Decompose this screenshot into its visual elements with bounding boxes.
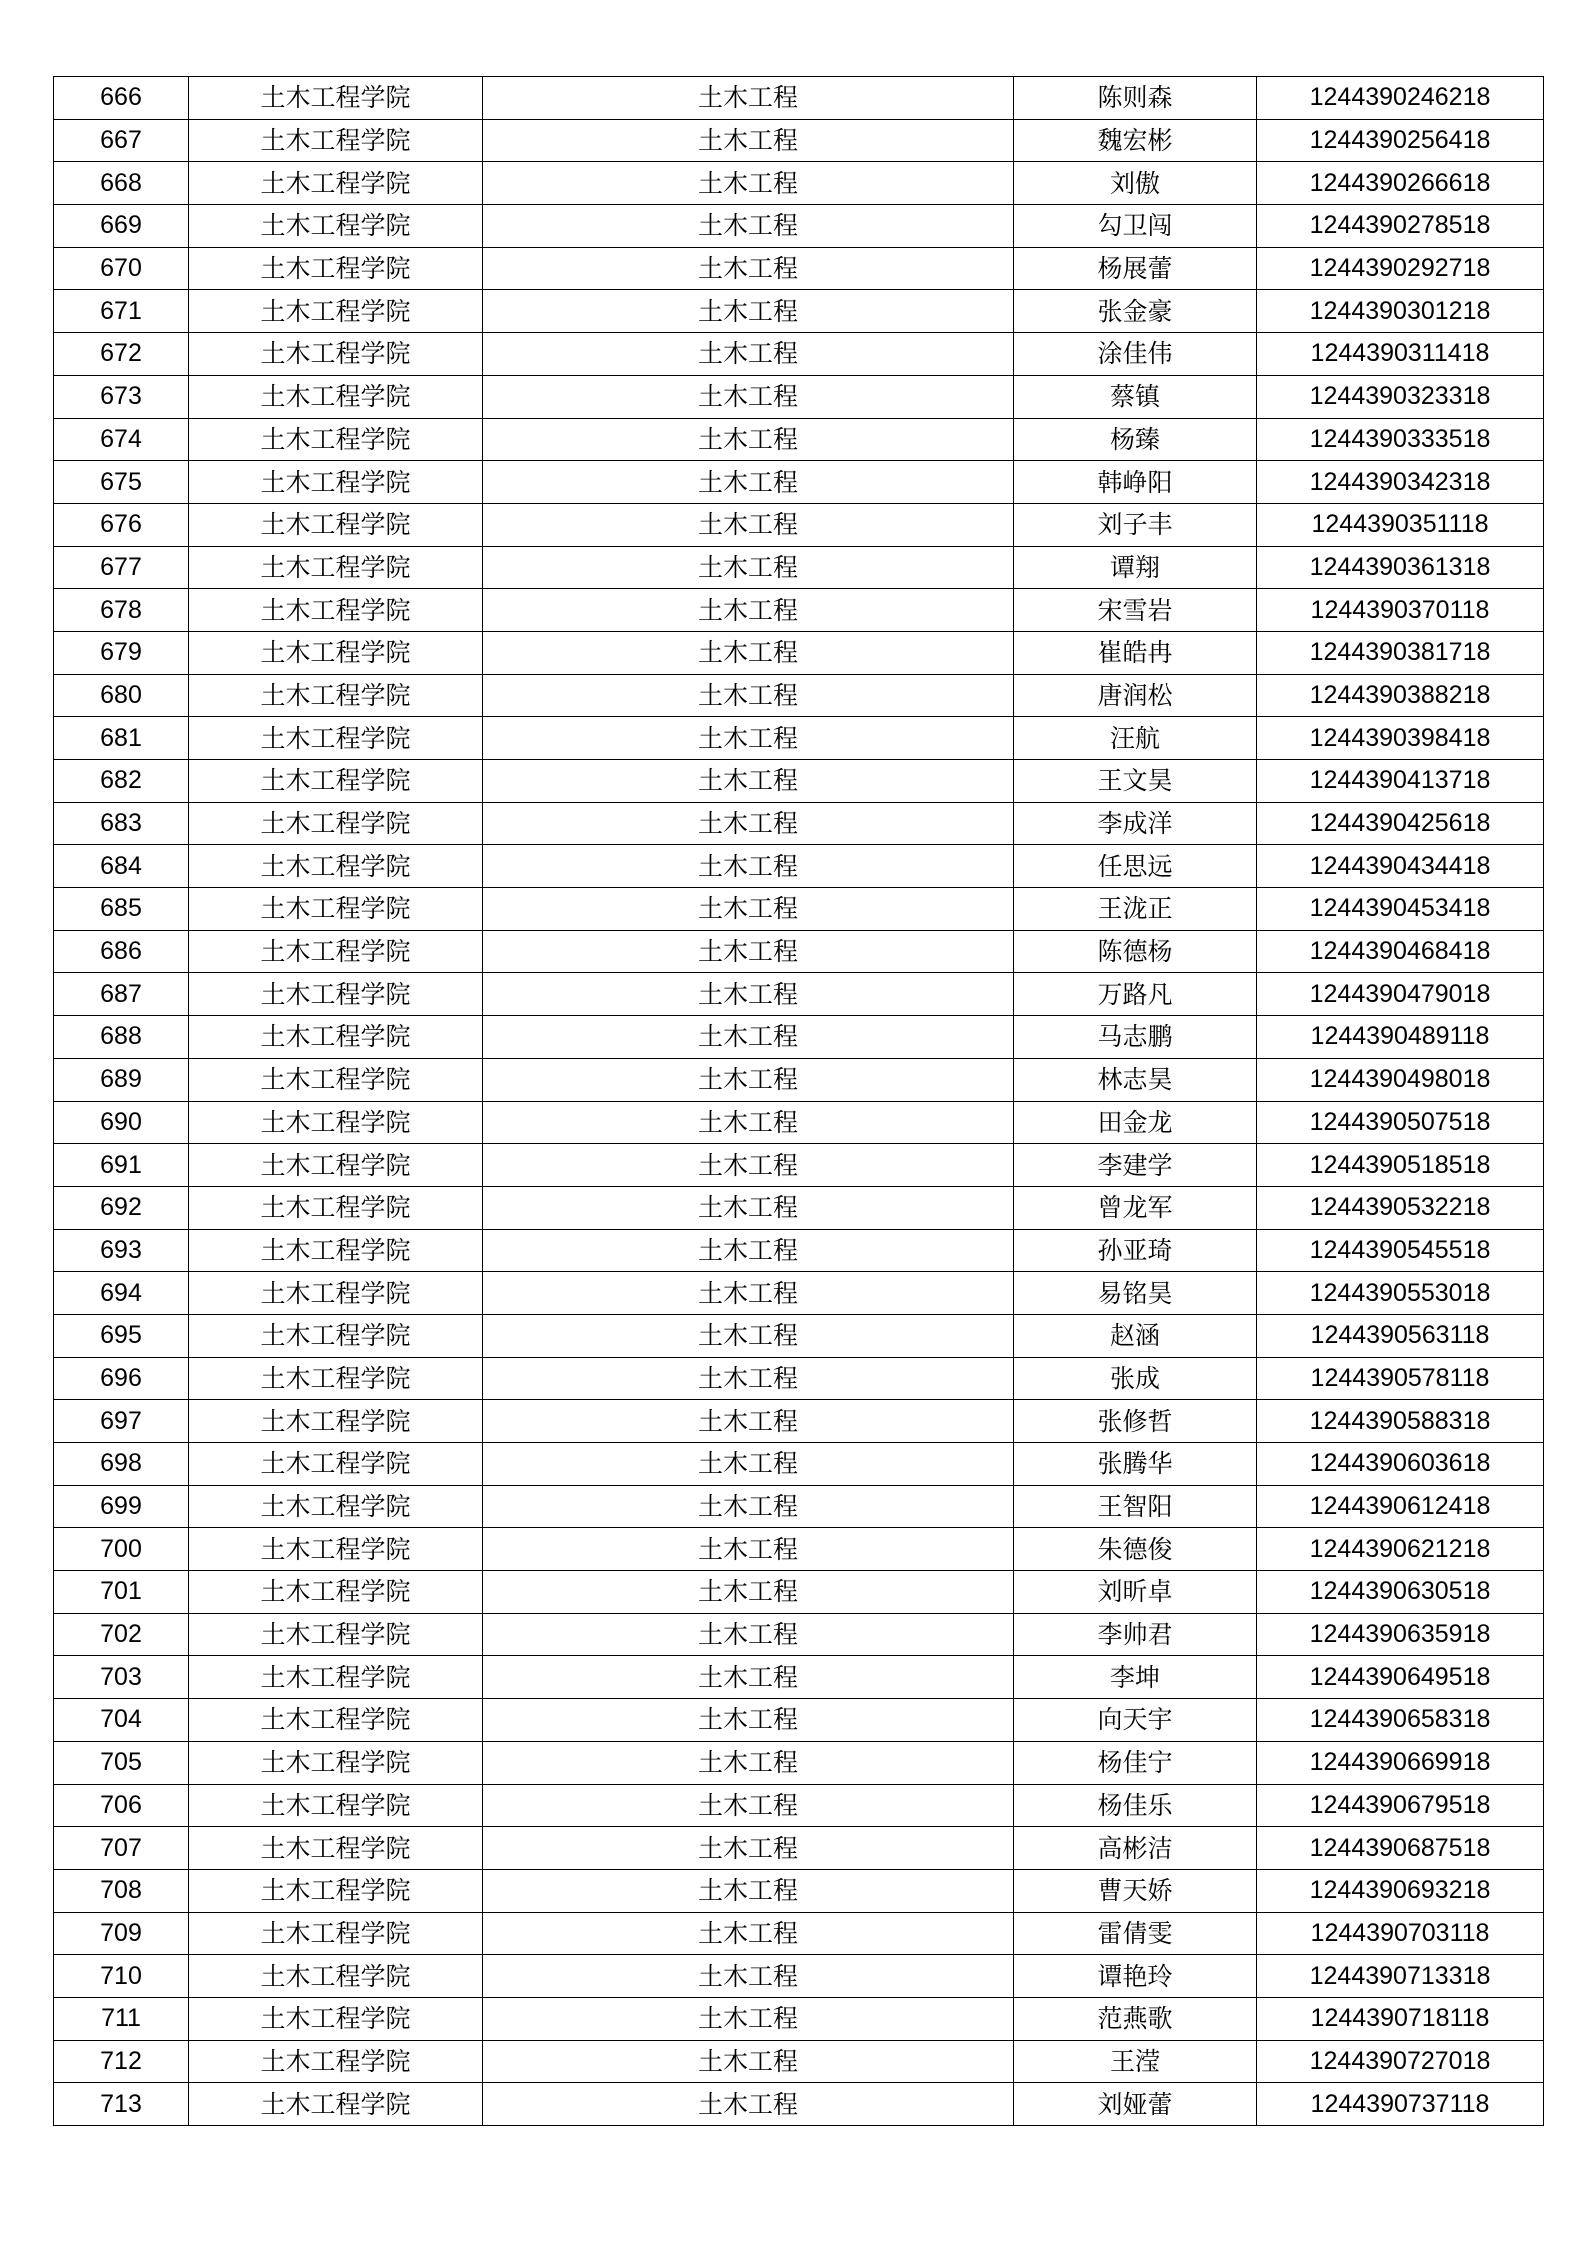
- major-cell: 土木工程: [483, 290, 1014, 333]
- college-cell: 土木工程学院: [189, 1314, 483, 1357]
- exam-number-cell: 1244390563118: [1257, 1314, 1544, 1357]
- major-cell: 土木工程: [483, 375, 1014, 418]
- row-number-cell: 666: [54, 77, 189, 120]
- exam-number-cell: 1244390669918: [1257, 1741, 1544, 1784]
- college-cell: 土木工程学院: [189, 1869, 483, 1912]
- major-cell: 土木工程: [483, 418, 1014, 461]
- exam-number-cell: 1244390532218: [1257, 1186, 1544, 1229]
- row-number-cell: 694: [54, 1272, 189, 1315]
- student-name-cell: 勾卫闯: [1014, 205, 1257, 248]
- student-name-cell: 谭翔: [1014, 546, 1257, 589]
- table-row: [54, 1955, 1544, 1998]
- row-number-cell: 705: [54, 1741, 189, 1784]
- college-cell: 土木工程学院: [189, 119, 483, 162]
- row-number-cell: 707: [54, 1827, 189, 1870]
- college-cell: 土木工程学院: [189, 290, 483, 333]
- student-name-cell: 谭艳玲: [1014, 1955, 1257, 1998]
- college-cell: 土木工程学院: [189, 674, 483, 717]
- exam-number-cell: 1244390679518: [1257, 1784, 1544, 1827]
- student-name-cell: 朱德俊: [1014, 1528, 1257, 1571]
- college-cell: 土木工程学院: [189, 1571, 483, 1614]
- exam-number-cell: 1244390453418: [1257, 888, 1544, 931]
- college-cell: 土木工程学院: [189, 162, 483, 205]
- table-row: [54, 674, 1544, 717]
- student-name-cell: 雷倩雯: [1014, 1912, 1257, 1955]
- student-name-cell: 王滢: [1014, 2040, 1257, 2083]
- student-name-cell: 赵涵: [1014, 1314, 1257, 1357]
- college-cell: 土木工程学院: [189, 1186, 483, 1229]
- student-name-cell: 刘傲: [1014, 162, 1257, 205]
- exam-number-cell: 1244390603618: [1257, 1443, 1544, 1486]
- student-name-cell: 向天宇: [1014, 1699, 1257, 1742]
- major-cell: 土木工程: [483, 1357, 1014, 1400]
- exam-number-cell: 1244390518518: [1257, 1144, 1544, 1187]
- major-cell: 土木工程: [483, 802, 1014, 845]
- table-row: [54, 802, 1544, 845]
- student-name-cell: 杨展蕾: [1014, 247, 1257, 290]
- row-number-cell: 681: [54, 717, 189, 760]
- exam-number-cell: 1244390489118: [1257, 1016, 1544, 1059]
- college-cell: 土木工程学院: [189, 461, 483, 504]
- exam-number-cell: 1244390256418: [1257, 119, 1544, 162]
- major-cell: 土木工程: [483, 1869, 1014, 1912]
- row-number-cell: 668: [54, 162, 189, 205]
- exam-number-cell: 1244390507518: [1257, 1101, 1544, 1144]
- table-row: [54, 1699, 1544, 1742]
- table-row: [54, 888, 1544, 931]
- student-name-cell: 张金豪: [1014, 290, 1257, 333]
- table-row: [54, 546, 1544, 589]
- college-cell: 土木工程学院: [189, 888, 483, 931]
- major-cell: 土木工程: [483, 631, 1014, 674]
- major-cell: 土木工程: [483, 1997, 1014, 2040]
- exam-number-cell: 1244390658318: [1257, 1699, 1544, 1742]
- major-cell: 土木工程: [483, 247, 1014, 290]
- row-number-cell: 704: [54, 1699, 189, 1742]
- row-number-cell: 709: [54, 1912, 189, 1955]
- college-cell: 土木工程学院: [189, 1827, 483, 1870]
- row-number-cell: 667: [54, 119, 189, 162]
- exam-number-cell: 1244390713318: [1257, 1955, 1544, 1998]
- student-name-cell: 杨臻: [1014, 418, 1257, 461]
- student-name-cell: 李坤: [1014, 1656, 1257, 1699]
- college-cell: 土木工程学院: [189, 1699, 483, 1742]
- student-name-cell: 王泷正: [1014, 888, 1257, 931]
- table-row: [54, 418, 1544, 461]
- exam-number-cell: 1244390578118: [1257, 1357, 1544, 1400]
- row-number-cell: 698: [54, 1443, 189, 1486]
- student-name-cell: 崔皓冉: [1014, 631, 1257, 674]
- college-cell: 土木工程学院: [189, 1058, 483, 1101]
- student-name-cell: 唐润松: [1014, 674, 1257, 717]
- row-number-cell: 703: [54, 1656, 189, 1699]
- student-table: [53, 76, 1544, 2126]
- college-cell: 土木工程学院: [189, 77, 483, 120]
- college-cell: 土木工程学院: [189, 1613, 483, 1656]
- row-number-cell: 678: [54, 589, 189, 632]
- table-row: [54, 1485, 1544, 1528]
- student-name-cell: 马志鹏: [1014, 1016, 1257, 1059]
- exam-number-cell: 1244390612418: [1257, 1485, 1544, 1528]
- student-name-cell: 王文昊: [1014, 760, 1257, 803]
- row-number-cell: 673: [54, 375, 189, 418]
- table-row: [54, 1357, 1544, 1400]
- college-cell: 土木工程学院: [189, 930, 483, 973]
- row-number-cell: 669: [54, 205, 189, 248]
- row-number-cell: 671: [54, 290, 189, 333]
- exam-number-cell: 1244390434418: [1257, 845, 1544, 888]
- student-name-cell: 韩峥阳: [1014, 461, 1257, 504]
- college-cell: 土木工程学院: [189, 375, 483, 418]
- major-cell: 土木工程: [483, 589, 1014, 632]
- student-name-cell: 李帅君: [1014, 1613, 1257, 1656]
- major-cell: 土木工程: [483, 1144, 1014, 1187]
- college-cell: 土木工程学院: [189, 1528, 483, 1571]
- major-cell: 土木工程: [483, 674, 1014, 717]
- roster-sheet: [53, 76, 1543, 2126]
- exam-number-cell: 1244390425618: [1257, 802, 1544, 845]
- exam-number-cell: 1244390687518: [1257, 1827, 1544, 1870]
- major-cell: 土木工程: [483, 77, 1014, 120]
- exam-number-cell: 1244390718118: [1257, 1997, 1544, 2040]
- student-name-cell: 任思远: [1014, 845, 1257, 888]
- row-number-cell: 701: [54, 1571, 189, 1614]
- student-name-cell: 汪航: [1014, 717, 1257, 760]
- major-cell: 土木工程: [483, 1955, 1014, 1998]
- table-row: [54, 1869, 1544, 1912]
- student-name-cell: 张腾华: [1014, 1443, 1257, 1486]
- college-cell: 土木工程学院: [189, 1485, 483, 1528]
- student-name-cell: 万路凡: [1014, 973, 1257, 1016]
- college-cell: 土木工程学院: [189, 1955, 483, 1998]
- table-row: [54, 1912, 1544, 1955]
- college-cell: 土木工程学院: [189, 503, 483, 546]
- exam-number-cell: 1244390545518: [1257, 1229, 1544, 1272]
- major-cell: 土木工程: [483, 1016, 1014, 1059]
- major-cell: 土木工程: [483, 1229, 1014, 1272]
- student-name-cell: 曾龙军: [1014, 1186, 1257, 1229]
- student-name-cell: 刘娅蕾: [1014, 2083, 1257, 2126]
- student-name-cell: 曹天娇: [1014, 1869, 1257, 1912]
- row-number-cell: 682: [54, 760, 189, 803]
- student-name-cell: 杨佳宁: [1014, 1741, 1257, 1784]
- major-cell: 土木工程: [483, 119, 1014, 162]
- table-row: [54, 1314, 1544, 1357]
- student-name-cell: 陈则森: [1014, 77, 1257, 120]
- major-cell: 土木工程: [483, 973, 1014, 1016]
- row-number-cell: 680: [54, 674, 189, 717]
- table-row: [54, 1784, 1544, 1827]
- table-row: [54, 1443, 1544, 1486]
- exam-number-cell: 1244390342318: [1257, 461, 1544, 504]
- table-row: [54, 247, 1544, 290]
- major-cell: 土木工程: [483, 1571, 1014, 1614]
- exam-number-cell: 1244390361318: [1257, 546, 1544, 589]
- row-number-cell: 692: [54, 1186, 189, 1229]
- row-number-cell: 710: [54, 1955, 189, 1998]
- table-row: [54, 333, 1544, 376]
- student-name-cell: 王智阳: [1014, 1485, 1257, 1528]
- table-row: [54, 717, 1544, 760]
- row-number-cell: 687: [54, 973, 189, 1016]
- table-row: [54, 1186, 1544, 1229]
- college-cell: 土木工程学院: [189, 1272, 483, 1315]
- row-number-cell: 712: [54, 2040, 189, 2083]
- student-name-cell: 易铭昊: [1014, 1272, 1257, 1315]
- college-cell: 土木工程学院: [189, 1101, 483, 1144]
- major-cell: 土木工程: [483, 2040, 1014, 2083]
- college-cell: 土木工程学院: [189, 1229, 483, 1272]
- exam-number-cell: 1244390693218: [1257, 1869, 1544, 1912]
- college-cell: 土木工程学院: [189, 760, 483, 803]
- row-number-cell: 686: [54, 930, 189, 973]
- college-cell: 土木工程学院: [189, 1741, 483, 1784]
- student-table-body: [54, 77, 1544, 2126]
- row-number-cell: 670: [54, 247, 189, 290]
- student-name-cell: 田金龙: [1014, 1101, 1257, 1144]
- major-cell: 土木工程: [483, 845, 1014, 888]
- row-number-cell: 676: [54, 503, 189, 546]
- major-cell: 土木工程: [483, 546, 1014, 589]
- table-row: [54, 1229, 1544, 1272]
- major-cell: 土木工程: [483, 461, 1014, 504]
- row-number-cell: 713: [54, 2083, 189, 2126]
- row-number-cell: 706: [54, 1784, 189, 1827]
- exam-number-cell: 1244390246218: [1257, 77, 1544, 120]
- college-cell: 土木工程学院: [189, 2083, 483, 2126]
- student-name-cell: 高彬洁: [1014, 1827, 1257, 1870]
- college-cell: 土木工程学院: [189, 1357, 483, 1400]
- row-number-cell: 689: [54, 1058, 189, 1101]
- major-cell: 土木工程: [483, 1528, 1014, 1571]
- exam-number-cell: 1244390703118: [1257, 1912, 1544, 1955]
- exam-number-cell: 1244390649518: [1257, 1656, 1544, 1699]
- student-name-cell: 蔡镇: [1014, 375, 1257, 418]
- table-row: [54, 1101, 1544, 1144]
- row-number-cell: 672: [54, 333, 189, 376]
- exam-number-cell: 1244390737118: [1257, 2083, 1544, 2126]
- major-cell: 土木工程: [483, 1827, 1014, 1870]
- table-row: [54, 1656, 1544, 1699]
- table-row: [54, 503, 1544, 546]
- table-row: [54, 2083, 1544, 2126]
- row-number-cell: 675: [54, 461, 189, 504]
- table-row: [54, 760, 1544, 803]
- table-row: [54, 375, 1544, 418]
- exam-number-cell: 1244390553018: [1257, 1272, 1544, 1315]
- college-cell: 土木工程学院: [189, 1784, 483, 1827]
- table-row: [54, 1272, 1544, 1315]
- student-name-cell: 张成: [1014, 1357, 1257, 1400]
- exam-number-cell: 1244390413718: [1257, 760, 1544, 803]
- table-row: [54, 1997, 1544, 2040]
- table-row: [54, 930, 1544, 973]
- college-cell: 土木工程学院: [189, 973, 483, 1016]
- table-row: [54, 2040, 1544, 2083]
- table-row: [54, 77, 1544, 120]
- row-number-cell: 684: [54, 845, 189, 888]
- major-cell: 土木工程: [483, 205, 1014, 248]
- student-name-cell: 涂佳伟: [1014, 333, 1257, 376]
- major-cell: 土木工程: [483, 1784, 1014, 1827]
- exam-number-cell: 1244390333518: [1257, 418, 1544, 461]
- exam-number-cell: 1244390621218: [1257, 1528, 1544, 1571]
- exam-number-cell: 1244390630518: [1257, 1571, 1544, 1614]
- major-cell: 土木工程: [483, 1058, 1014, 1101]
- exam-number-cell: 1244390311418: [1257, 333, 1544, 376]
- student-name-cell: 陈德杨: [1014, 930, 1257, 973]
- major-cell: 土木工程: [483, 717, 1014, 760]
- major-cell: 土木工程: [483, 1400, 1014, 1443]
- major-cell: 土木工程: [483, 930, 1014, 973]
- college-cell: 土木工程学院: [189, 717, 483, 760]
- college-cell: 土木工程学院: [189, 546, 483, 589]
- table-row: [54, 1741, 1544, 1784]
- college-cell: 土木工程学院: [189, 845, 483, 888]
- row-number-cell: 685: [54, 888, 189, 931]
- college-cell: 土木工程学院: [189, 802, 483, 845]
- college-cell: 土木工程学院: [189, 1443, 483, 1486]
- table-row: [54, 1827, 1544, 1870]
- exam-number-cell: 1244390381718: [1257, 631, 1544, 674]
- table-row: [54, 162, 1544, 205]
- exam-number-cell: 1244390278518: [1257, 205, 1544, 248]
- college-cell: 土木工程学院: [189, 631, 483, 674]
- row-number-cell: 690: [54, 1101, 189, 1144]
- college-cell: 土木工程学院: [189, 333, 483, 376]
- table-row: [54, 631, 1544, 674]
- college-cell: 土木工程学院: [189, 418, 483, 461]
- row-number-cell: 677: [54, 546, 189, 589]
- table-row: [54, 589, 1544, 632]
- student-name-cell: 孙亚琦: [1014, 1229, 1257, 1272]
- major-cell: 土木工程: [483, 1443, 1014, 1486]
- college-cell: 土木工程学院: [189, 1656, 483, 1699]
- exam-number-cell: 1244390266618: [1257, 162, 1544, 205]
- table-row: [54, 1144, 1544, 1187]
- college-cell: 土木工程学院: [189, 1144, 483, 1187]
- major-cell: 土木工程: [483, 503, 1014, 546]
- college-cell: 土木工程学院: [189, 589, 483, 632]
- row-number-cell: 688: [54, 1016, 189, 1059]
- major-cell: 土木工程: [483, 1272, 1014, 1315]
- exam-number-cell: 1244390727018: [1257, 2040, 1544, 2083]
- major-cell: 土木工程: [483, 1186, 1014, 1229]
- exam-number-cell: 1244390301218: [1257, 290, 1544, 333]
- major-cell: 土木工程: [483, 760, 1014, 803]
- row-number-cell: 711: [54, 1997, 189, 2040]
- exam-number-cell: 1244390388218: [1257, 674, 1544, 717]
- exam-number-cell: 1244390498018: [1257, 1058, 1544, 1101]
- student-name-cell: 刘子丰: [1014, 503, 1257, 546]
- student-name-cell: 刘昕卓: [1014, 1571, 1257, 1614]
- exam-number-cell: 1244390635918: [1257, 1613, 1544, 1656]
- student-name-cell: 魏宏彬: [1014, 119, 1257, 162]
- major-cell: 土木工程: [483, 2083, 1014, 2126]
- row-number-cell: 696: [54, 1357, 189, 1400]
- row-number-cell: 679: [54, 631, 189, 674]
- exam-number-cell: 1244390351118: [1257, 503, 1544, 546]
- major-cell: 土木工程: [483, 1699, 1014, 1742]
- exam-number-cell: 1244390370118: [1257, 589, 1544, 632]
- college-cell: 土木工程学院: [189, 1016, 483, 1059]
- table-row: [54, 290, 1544, 333]
- row-number-cell: 695: [54, 1314, 189, 1357]
- table-row: [54, 461, 1544, 504]
- college-cell: 土木工程学院: [189, 1912, 483, 1955]
- row-number-cell: 700: [54, 1528, 189, 1571]
- table-row: [54, 1016, 1544, 1059]
- table-row: [54, 845, 1544, 888]
- table-row: [54, 1058, 1544, 1101]
- exam-number-cell: 1244390292718: [1257, 247, 1544, 290]
- exam-number-cell: 1244390479018: [1257, 973, 1544, 1016]
- student-name-cell: 李建学: [1014, 1144, 1257, 1187]
- college-cell: 土木工程学院: [189, 1997, 483, 2040]
- table-row: [54, 1613, 1544, 1656]
- student-name-cell: 宋雪岩: [1014, 589, 1257, 632]
- student-name-cell: 范燕歌: [1014, 1997, 1257, 2040]
- college-cell: 土木工程学院: [189, 205, 483, 248]
- college-cell: 土木工程学院: [189, 2040, 483, 2083]
- exam-number-cell: 1244390323318: [1257, 375, 1544, 418]
- row-number-cell: 699: [54, 1485, 189, 1528]
- major-cell: 土木工程: [483, 1101, 1014, 1144]
- table-row: [54, 205, 1544, 248]
- college-cell: 土木工程学院: [189, 247, 483, 290]
- row-number-cell: 674: [54, 418, 189, 461]
- major-cell: 土木工程: [483, 888, 1014, 931]
- table-row: [54, 119, 1544, 162]
- major-cell: 土木工程: [483, 1741, 1014, 1784]
- exam-number-cell: 1244390468418: [1257, 930, 1544, 973]
- row-number-cell: 697: [54, 1400, 189, 1443]
- student-name-cell: 张修哲: [1014, 1400, 1257, 1443]
- major-cell: 土木工程: [483, 333, 1014, 376]
- row-number-cell: 708: [54, 1869, 189, 1912]
- major-cell: 土木工程: [483, 1314, 1014, 1357]
- table-row: [54, 1400, 1544, 1443]
- row-number-cell: 702: [54, 1613, 189, 1656]
- student-name-cell: 杨佳乐: [1014, 1784, 1257, 1827]
- row-number-cell: 683: [54, 802, 189, 845]
- major-cell: 土木工程: [483, 162, 1014, 205]
- row-number-cell: 693: [54, 1229, 189, 1272]
- student-name-cell: 李成洋: [1014, 802, 1257, 845]
- table-row: [54, 973, 1544, 1016]
- exam-number-cell: 1244390588318: [1257, 1400, 1544, 1443]
- major-cell: 土木工程: [483, 1485, 1014, 1528]
- table-row: [54, 1528, 1544, 1571]
- major-cell: 土木工程: [483, 1613, 1014, 1656]
- student-name-cell: 林志昊: [1014, 1058, 1257, 1101]
- table-row: [54, 1571, 1544, 1614]
- college-cell: 土木工程学院: [189, 1400, 483, 1443]
- exam-number-cell: 1244390398418: [1257, 717, 1544, 760]
- major-cell: 土木工程: [483, 1656, 1014, 1699]
- row-number-cell: 691: [54, 1144, 189, 1187]
- major-cell: 土木工程: [483, 1912, 1014, 1955]
